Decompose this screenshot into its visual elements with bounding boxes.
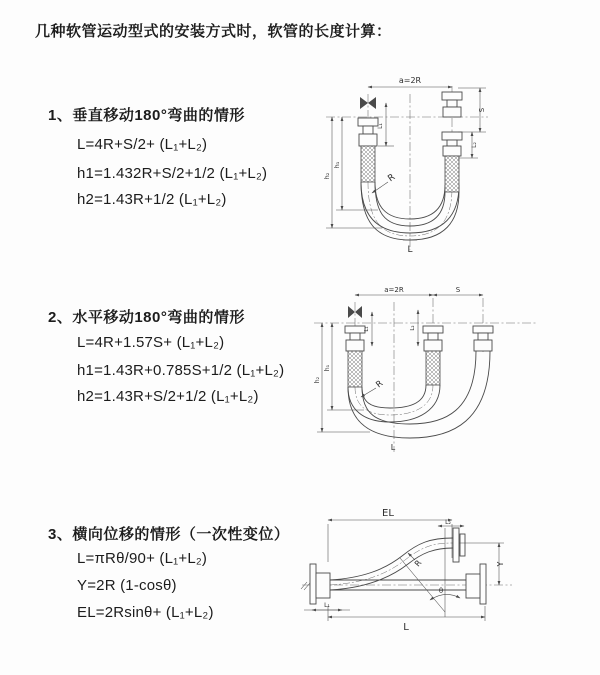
diagram-vertical-180-bend [308,70,592,262]
hose-outer-pos2 [348,351,490,438]
right-braided-hose [445,156,459,192]
dim-label-l1: L₁ [324,602,330,609]
left-braided-hose [361,146,375,182]
dim-label-a2r: a=2R [398,76,422,85]
section3-formula-L: L=πRθ/90+ (L₁+L₂) [77,550,208,567]
page-title: 几种软管运动型式的安装方式时，软管的长度计算： [35,23,392,40]
hose-scurve-centerline [330,543,453,585]
left-flange-plate [310,564,316,604]
right-fitting-upper-nut [443,107,461,117]
radius-leader [408,553,415,560]
centerline-break-mark [301,582,310,590]
dim-label-h1: h₁ [333,161,341,169]
section1-heading: 1、垂直移动180°弯曲的情形 [48,107,245,124]
section3-formula-Y: Y=2R (1-cosθ) [77,577,177,594]
left-flange-hub [316,573,330,598]
section1-formula-h1: h1=1.432R+S/2+1/2 (L₁+L₂) [77,165,268,182]
length-label: L [407,245,413,255]
top-flange-plate [453,528,459,562]
right-flange-hub [466,574,480,598]
left-fitting-flange [345,326,365,333]
section2-formula-L: L=4R+1.57S+ (L₁+L₂) [77,334,225,351]
section2-formula-h1: h1=1.43R+0.785S+1/2 (L₁+L₂) [77,362,285,379]
dim-label-el: EL [382,508,394,519]
right-fitting-lower-flange [442,132,462,140]
section1-formula-h2: h2=1.43R+1/2 (L₁+L₂) [77,191,227,208]
dim-label-h2: h₂ [314,376,321,384]
dim-label-s: S [455,286,461,294]
left-braided-hose [348,351,362,387]
dim-label-s: S [478,107,486,113]
dim-label-l1: L₁ [377,123,384,129]
right-fitting-neck [478,333,488,340]
dim-label-l1: L₁ [364,326,370,332]
length-label: L [390,443,396,452]
section3-formula-EL: EL=2Rsinθ+ (L₁+L₂) [77,604,214,621]
right-fitting-upper-neck [447,100,457,107]
dim-label-h2: h₂ [323,172,331,180]
dim-label-h1: h₁ [324,364,331,372]
radius-leader [372,182,388,193]
left-fitting-nut [346,340,364,351]
diagram-horizontal-180-bend [306,282,600,464]
hose-scurve-bottomwall [330,548,453,590]
top-flange-hub [460,534,465,556]
length-label: L [403,622,409,633]
section2-heading: 2、水平移动180°弯曲的情形 [48,309,245,326]
angle-label: θ [438,587,444,595]
right-fitting-upper-flange [442,92,462,100]
right-fitting-lower-neck [447,140,457,146]
right-flange-plate [480,564,486,604]
diagram-lateral-displacement [298,498,528,650]
right-fitting-lower-nut [443,146,461,156]
right-fitting-nut [474,340,492,351]
dim-label-y: Y [496,561,505,567]
dim-label-l2: L₂ [410,325,416,331]
left-fitting-nut [359,134,377,146]
middle-fitting-flange [423,326,443,333]
middle-fitting-nut [424,340,442,351]
left-fitting-neck [363,126,373,134]
section2-formula-h2: h2=1.43R+S/2+1/2 (L₁+L₂) [77,388,259,405]
middle-braided-hose [426,351,440,385]
right-fitting-flange [473,326,493,333]
section3-heading: 3、横向位移的情形（一次性变位） [48,526,290,543]
dim-label-l2: L₂ [445,519,451,526]
middle-fitting-neck [428,333,438,340]
radius-leader [361,388,376,397]
dim-label-a2r: a=2R [384,286,404,294]
dim-label-l2: L₂ [471,142,478,148]
left-fitting-neck [350,333,360,340]
left-fitting-flange [358,118,378,126]
radius-label: R [374,378,386,391]
radius-label: R [412,558,424,569]
hose-scurve-topwall [330,538,453,580]
radius-label: R [386,172,398,185]
section1-formula-L: L=4R+S/2+ (L₁+L₂) [77,136,208,153]
